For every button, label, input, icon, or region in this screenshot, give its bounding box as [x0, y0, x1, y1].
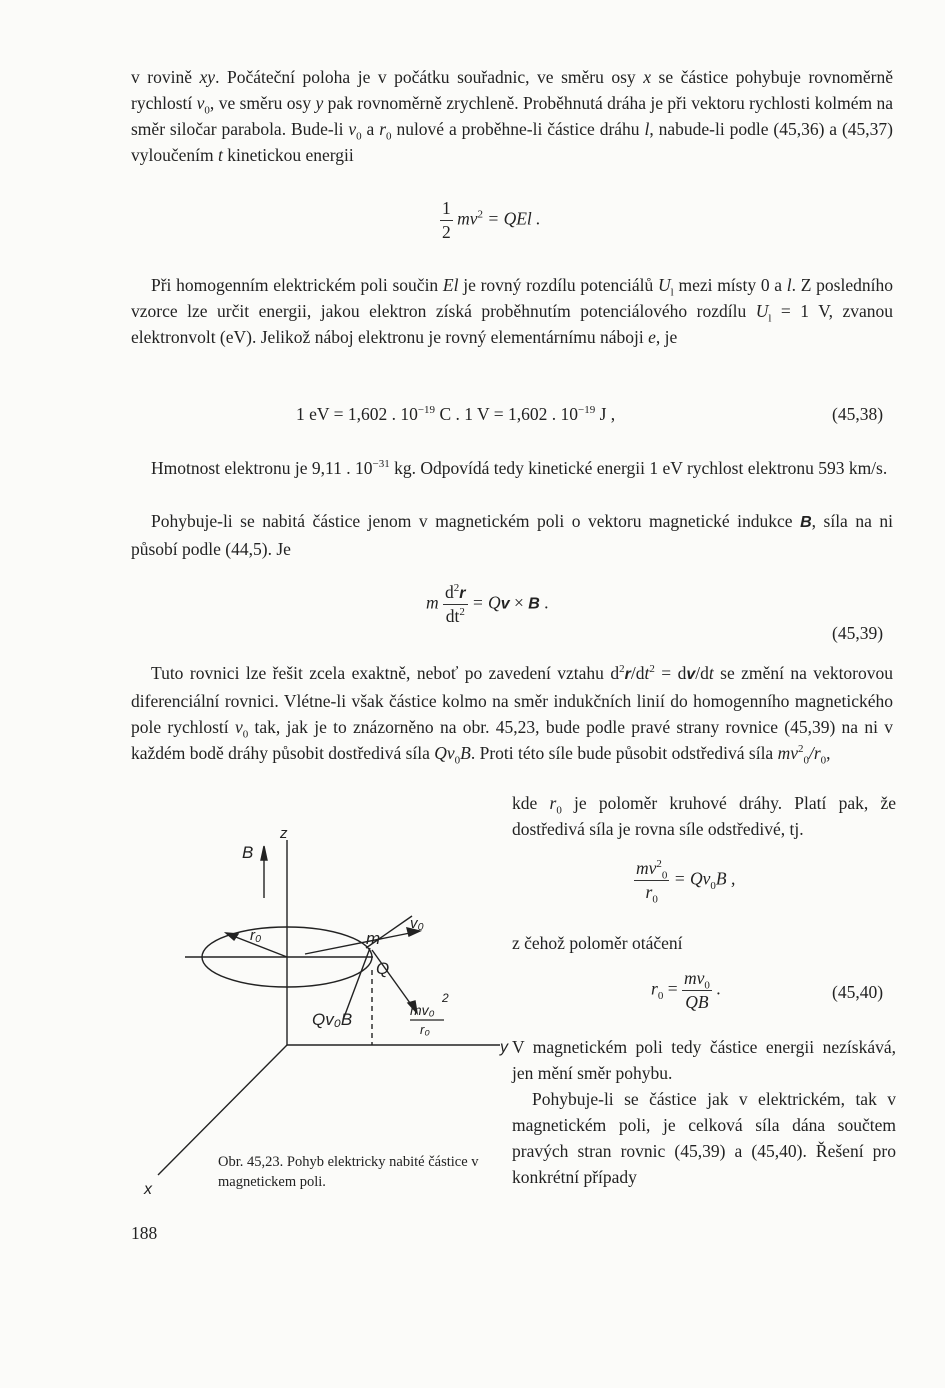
- equation-force-balance: $\frac{mv^2_0}{r_0}$ = $Qv_0B$ ,: [636, 858, 736, 906]
- label-mv0: mv₀: [410, 1002, 435, 1018]
- fraction-d2r-dt2: $\frac{d^2r}{dt^2}$: [445, 582, 466, 626]
- paragraph-5: Tuto rovnici lze řešit zcela exaktně, neboť po zavedení vztahu $d^2r/dt^2 = dv/dt$ se změní na vektorovou diferenciální rovnici. Vlétne-li však částice kolmo na směr indukčních linií do homogenního magnetického pole rychlostí $v_0$ tak, jak je to znázorněno na obr. 45,23, bude podle pravé strany rovnice (45,39) na ni v každém bodě dráhy působit dostředivá síla $Qv_0B$. Proti této síle bude působit odstředivá síla $mv^2_0/r_0$,: [131, 663, 894, 767]
- label-mv0-denominator: r₀: [420, 1022, 430, 1037]
- label-B: B: [242, 843, 254, 862]
- paragraph-2: Při homogenním elektrickém poli součin El je rovný rozdílu potenciálů $U_l$ mezi místy 0 a l. Z posledního vzorce lze určit energii, jakou elektron získá proběhnutím potenciálového rozdílu $U_l = 1$ V, zvanou elektronvolt (eV). Jelikož náboj elektronu je rovný elementárnímu náboji e, je: [131, 275, 893, 347]
- fraction-half: $\frac{1}{2}$: [442, 198, 451, 242]
- paragraph-1: v rovině xy. Počáteční poloha je v počátku souřadnic, ve směru osy x se částice pohybuje rovnoměrně rychlostí $v_0$, ve směru osy y pak rovnoměrně zrychleně. Proběhnutá dráha je při vektoru rychlosti kolmém na směr siločar parabola. Bude-li $v_0$ a $r_0$ nulové a proběhne-li částice dráhu l, nabude-li podle (45,36) a (45,37) vyloučením t kinetickou energii: [131, 67, 893, 165]
- side-text-3: V magnetickém poli tedy částice energii nezískává, jen mění směr pohybu.: [512, 1037, 896, 1083]
- fraction-mv0-r0: $\frac{mv^2_0}{r_0}$: [636, 858, 668, 906]
- figure-45-23: [130, 820, 512, 1200]
- equation-lorentz: m $\frac{d^2r}{dt^2}$ = Qv × B .: [426, 582, 549, 626]
- fraction-mv0-QB: $\frac{mv_0}{QB}$: [683, 968, 710, 1012]
- paragraph-4: Pohybuje-li se nabitá částice jenom v magnetickém poli o vektoru magnetické indukce B, síla na ni působí podle (44,5). Je: [131, 511, 893, 559]
- b-field-arrowhead: [261, 846, 267, 860]
- page-number: 188: [131, 1223, 158, 1243]
- side-text-2: z čehož poloměr otáčení: [512, 933, 683, 953]
- label-x: x: [144, 1181, 152, 1198]
- equation-electronvolt: 1 eV = 1,602 . $10^{-19}$ C . 1 V = 1,602 . $10^{-19}$ J ,: [296, 404, 616, 424]
- label-z: z: [280, 825, 288, 842]
- side-text-1: kde $r_0$ je poloměr kruhové dráhy. Platí pak, že dostředivá síla je rovna síle odstředivé, tj.: [512, 793, 896, 839]
- side-text-4: Pohybuje-li se částice jak v elektrickém, tak v magnetickém poli, je celková síla dána součtem pravých stran rovnic (45,39) a (45,40). Řešení pro konkrétní případy: [512, 1089, 896, 1187]
- label-r0: r₀: [250, 927, 262, 944]
- label-Qv0B: Qv₀B: [312, 1010, 353, 1029]
- figure-caption: Obr. 45,23. Pohyb elektricky nabité částice v magnetickem poli.: [218, 1154, 479, 1190]
- equation-radius: $r_0$ = $\frac{mv_0}{QB}$ .: [651, 968, 721, 1012]
- radius-arrowhead: [226, 933, 238, 940]
- label-y: y: [500, 1039, 508, 1056]
- label-v0: v₀: [410, 915, 424, 932]
- equation-number-45-38: (45,38): [832, 404, 884, 424]
- paragraph-3: Hmotnost elektronu je 9,11 . $10^{-31}$ kg. Odpovídá tedy kinetické energii 1 eV rychlost elektronu 593 km/s.: [151, 458, 888, 478]
- tangent-arrow: [305, 932, 415, 954]
- equation-number-45-39: (45,39): [832, 623, 884, 643]
- label-Q: Q: [376, 959, 390, 978]
- equation-number-45-40: (45,40): [832, 982, 884, 1002]
- label-mv0-exponent: 2: [442, 991, 449, 1005]
- label-m: m: [366, 929, 381, 948]
- equation-kinetic-energy: $\frac{1}{2}$ $mv^2$ = QEl .: [442, 198, 541, 242]
